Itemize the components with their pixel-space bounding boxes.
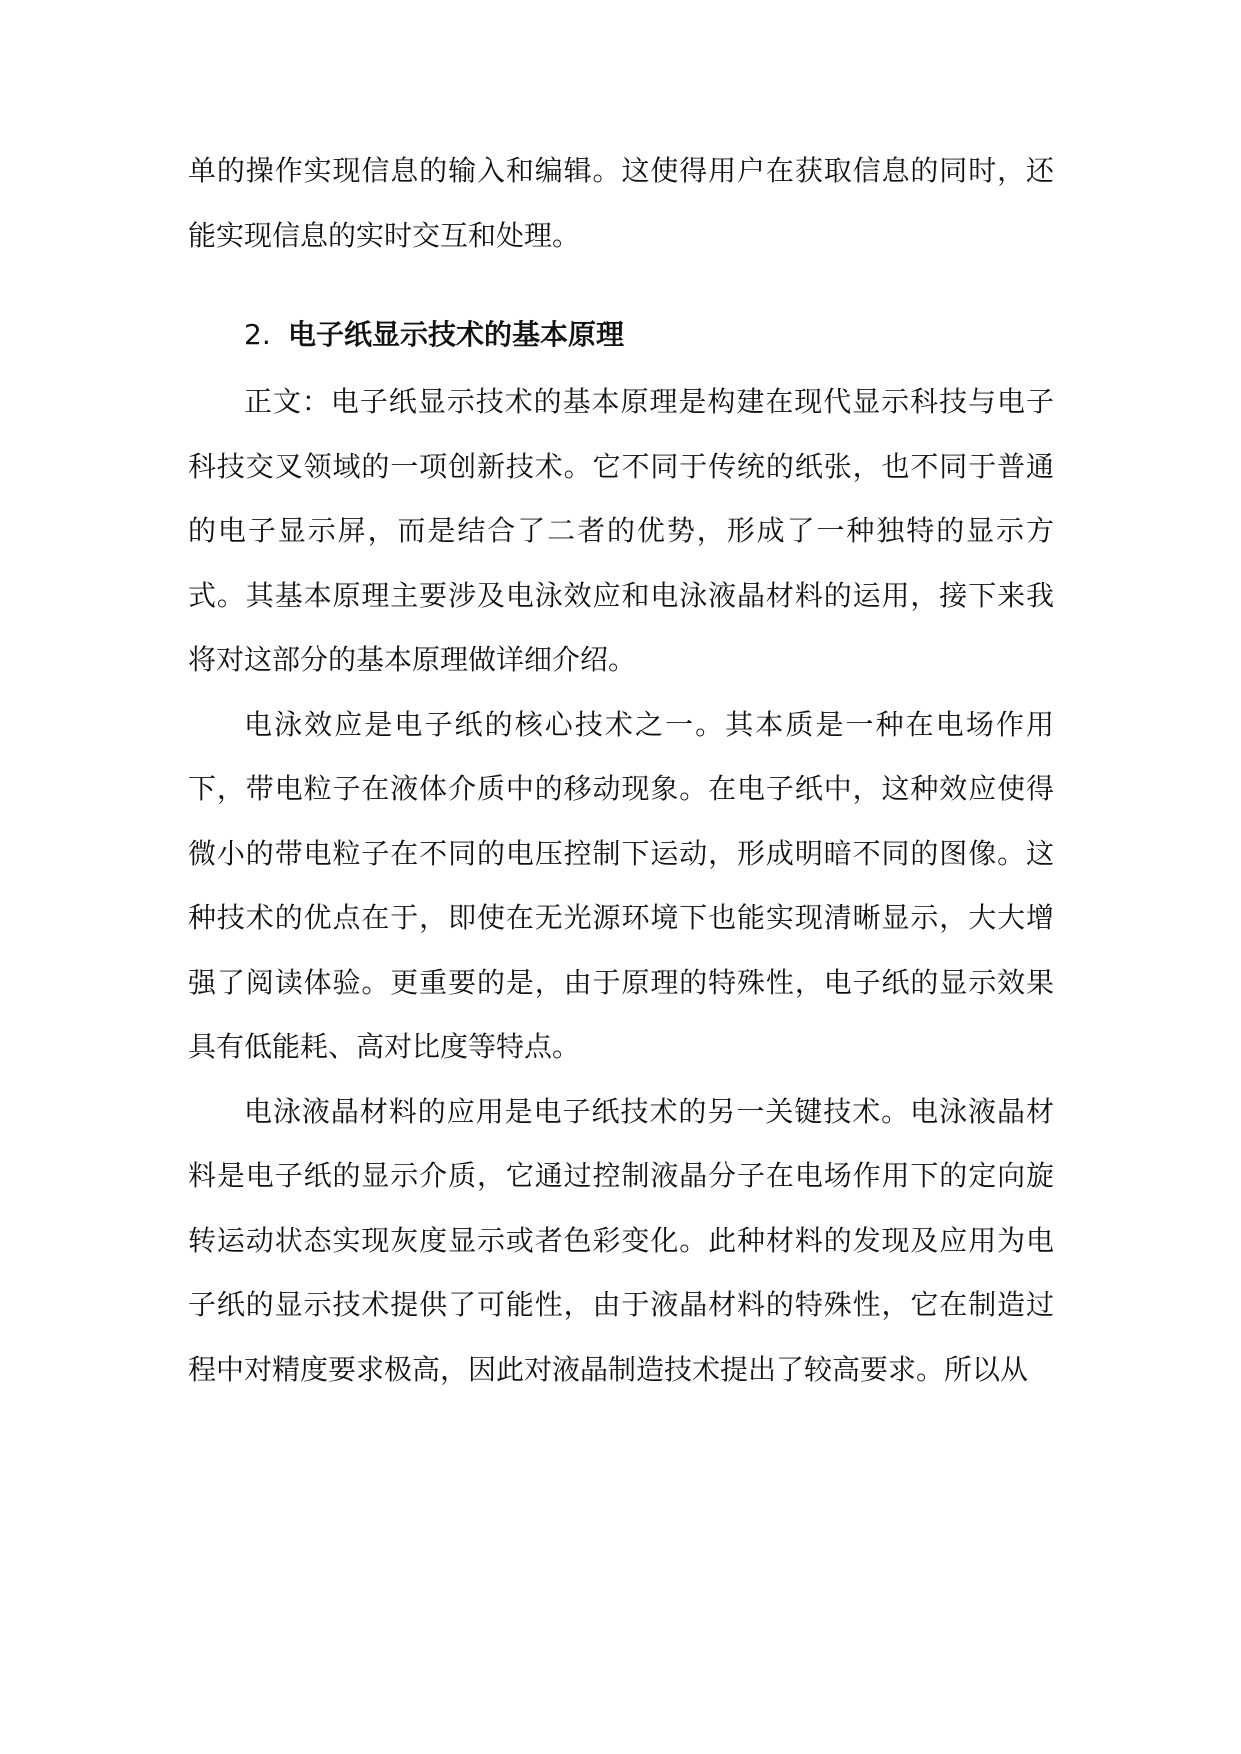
section-number: 2.: [244, 318, 271, 351]
continuation-paragraph: 单的操作实现信息的输入和编辑。这使得用户在获取信息的同时，还能实现信息的实时交互和处理。: [188, 154, 1054, 252]
paragraph-electrophoresis: 电泳效应是电子纸的核心技术之一。其本质是一种在电场作用下，带电粒子在液体介质中的移动现象。在电子纸中，这种效应使得微小的带电粒子在不同的电压控制下运动，形成明暗不同的图像。这种技术的优点在于，即使在无光源环境下也能实现清晰显示，大大增强了阅读体验。更重要的是，由于原理的特殊性，电子纸的显示效果具有低能耗、高对比度等特点。: [188, 707, 1054, 1063]
paragraph-intro: 正文：电子纸显示技术的基本原理是构建在现代显示科技与电子科技交叉领域的一项创新技术。它不同于传统的纸张，也不同于普通的电子显示屏，而是结合了二者的优势，形成了一种独特的显示方式。其基本原理主要涉及电泳效应和电泳液晶材料的运用，接下来我将对这部分的基本原理做详细介绍。: [188, 385, 1054, 676]
section-title: 电子纸显示技术的基本原理: [288, 318, 625, 351]
section-heading: [188, 303, 1054, 367]
paragraph-liquid-crystal: 电泳液晶材料的应用是电子纸技术的另一关键技术。电泳液晶材料是电子纸的显示介质，它通过控制液晶分子在电场作用下的定向旋转运动状态实现灰度显示或者色彩变化。此种材料的发现及应用为电子纸的显示技术提供了可能性，由于液晶材料的特殊性，它在制造过程中对精度要求极高，因此对液晶制造技术提出了较高要求。所以从: [188, 1094, 1054, 1386]
document-body: [188, 139, 1054, 1402]
